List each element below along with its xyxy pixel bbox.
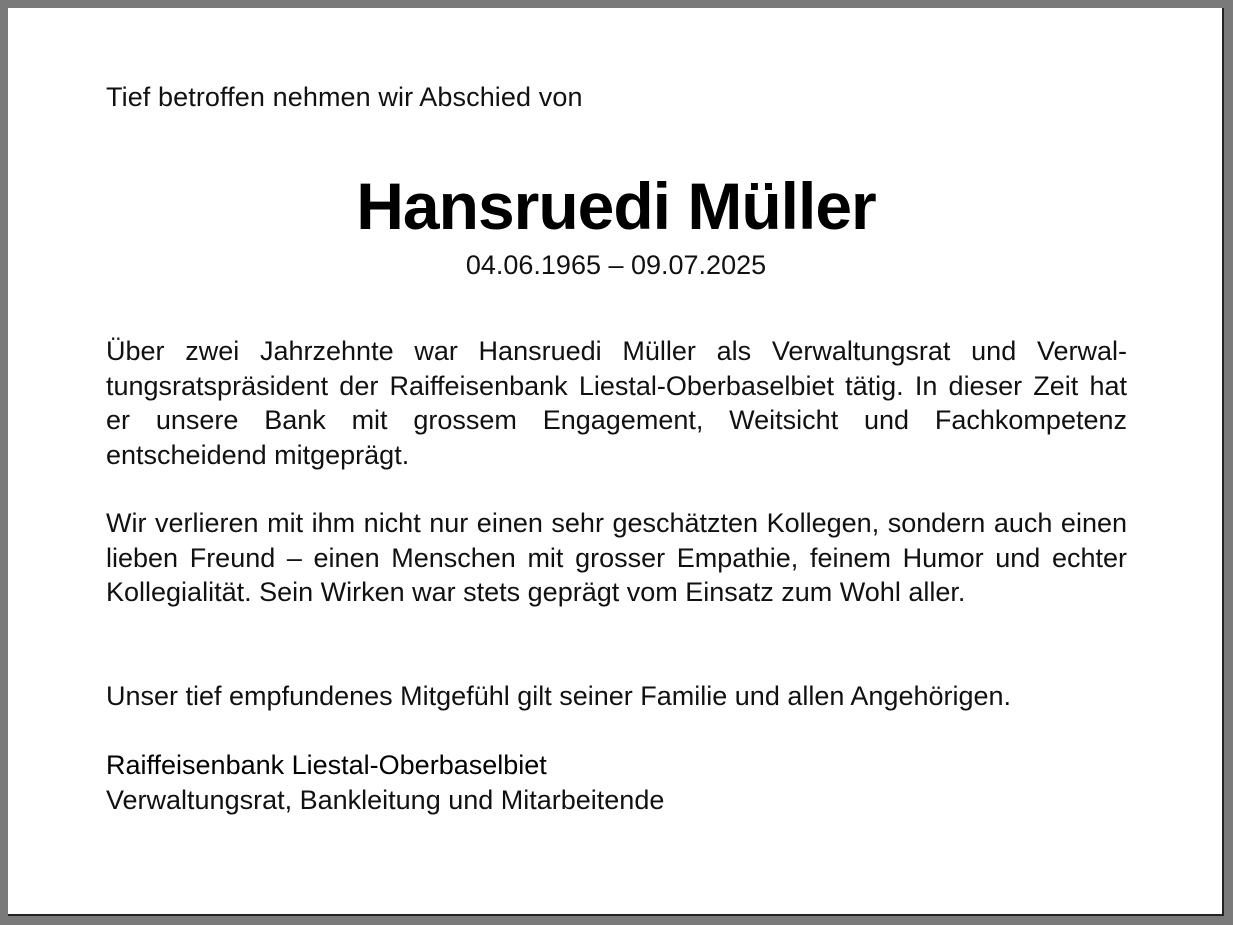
signature-block [106,748,664,817]
obituary-page [8,8,1224,916]
paragraph-tenure: Über zwei Jahrzehnte war Hansruedi Müller als Verwaltungsrat und Verwaltungsratspräsident der Raiffeisenbank Liestal-Oberbaselbiet tätig. In dieser Zeit hat er unsere Bank mit grossem Engagement, Weitsicht und Fachkompetenz entscheidend mitgeprägt. [106,336,1127,470]
paragraph-tribute: Wir verlieren mit ihm nicht nur einen sehr geschätzten Kollegen, sondern auch einen lieben Freund – einen Menschen mit grosser Empathie, feinem Humor und echter Kollegialität. Sein Wirken war stets geprägt vom Einsatz zum Wohl aller. [106,508,1127,607]
paragraph-condolence: Unser tief empfundenes Mitgefühl gilt seiner Familie und allen Angehörigen. [106,681,1012,711]
life-dates: 04.06.1965 – 09.07.2025 [465,250,767,280]
intro-text: Tief betroffen nehmen wir Abschied von [106,82,583,112]
deceased-name: Hansruedi Müller [356,169,876,243]
signature-group: Verwaltungsrat, Bankleitung und Mitarbeitende [106,784,665,815]
signature-organization: Raiffeisenbank Liestal-Oberbaselbiet [106,750,547,780]
